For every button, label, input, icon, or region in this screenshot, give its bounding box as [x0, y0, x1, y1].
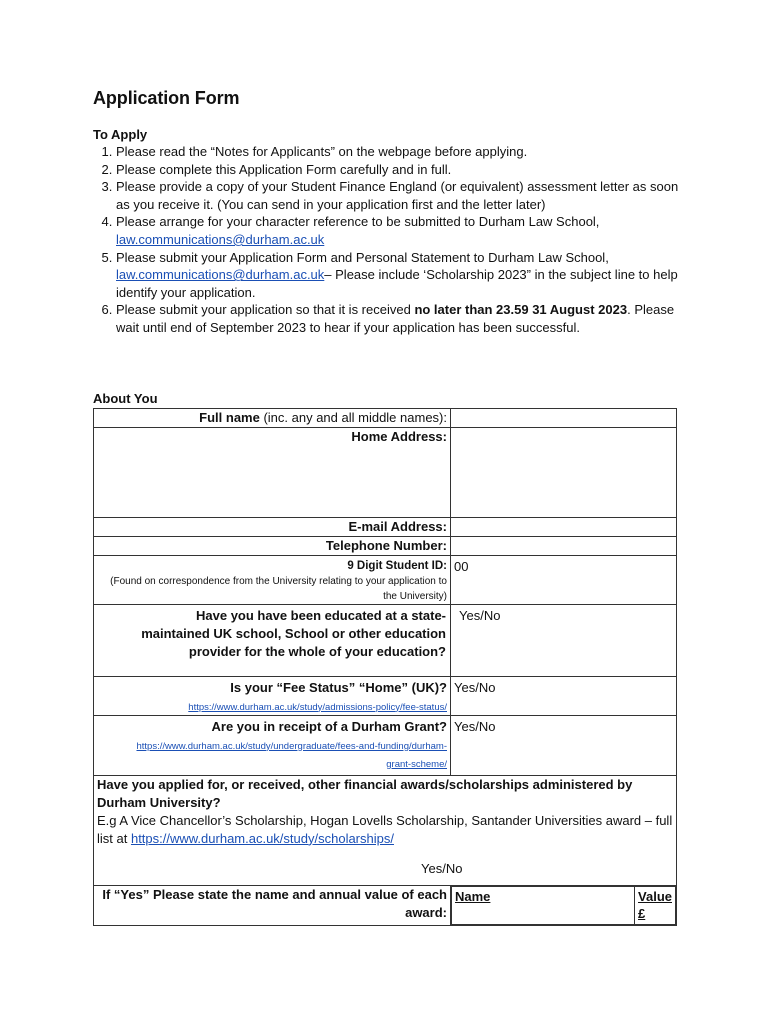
list-item: 1. Please read the “Notes for Applicants” on the webpage before applying. — [116, 143, 683, 161]
fee-status-link[interactable]: https://www.durham.ac.uk/study/admissions-policy/fee-status/ — [188, 701, 447, 713]
durham-grant-field[interactable]: Yes/No — [451, 715, 677, 775]
list-item: 2. Please complete this Application Form carefully and in full. — [116, 161, 683, 179]
student-id-field[interactable]: 00 — [451, 555, 677, 604]
list-item: 6. Please submit your application so that it is received no later than 23.59 31 August 2023. Please wait until end of September 2023 to hear if your application has been successful. — [116, 301, 683, 336]
telephone-label: Telephone Number: — [94, 537, 451, 556]
other-awards-field[interactable]: Yes/No — [421, 860, 463, 876]
fee-status-field[interactable]: Yes/No — [451, 676, 677, 715]
home-address-label: Home Address: — [94, 428, 451, 518]
durham-grant-label: Are you in receipt of a Durham Grant? https://www.durham.ac.uk/study/undergraduate/fees-and-funding/durham-grant-scheme/ — [94, 715, 451, 775]
deadline-text: no later than 23.59 31 August 2023 — [414, 302, 628, 318]
award-details-field — [451, 885, 677, 925]
durham-grant-link[interactable]: https://www.durham.ac.uk/study/undergraduate/fees-and-funding/durham-grant-scheme/ — [136, 740, 447, 770]
other-awards-cell: Have you applied for, or received, other financial awards/scholarships administered by Durham University? E.g A Vice Chancellor’s Scholarship, Hogan Lovells Scholarship, Santander Universities award – full list at https://www.durham.ac.uk/study/scholarships/ Yes/No — [94, 775, 677, 885]
list-item: 5. Please submit your Application Form and Personal Statement to Durham Law School, law.communications@durham.ac.uk– Please include ‘Scholarship 2023” in the subject line to help identify your application. — [116, 249, 683, 302]
scholarships-link[interactable]: https://www.durham.ac.uk/study/scholarships/ — [130, 830, 394, 846]
award-value-column[interactable]: Value £ — [635, 886, 676, 924]
email-link[interactable]: law.communications@durham.ac.uk — [116, 231, 325, 247]
home-address-field[interactable] — [451, 428, 677, 518]
student-id-label: 9 Digit Student ID: (Found on correspondence from the University relating to your application to the University) — [94, 555, 451, 604]
email-link[interactable]: law.communications@durham.ac.uk — [116, 267, 325, 283]
award-name-column[interactable]: Name — [452, 886, 635, 924]
student-id-note: (Found on correspondence from the University relating to your application to the University) — [110, 575, 447, 602]
page-title: Application Form — [93, 88, 240, 108]
instructions-list — [93, 143, 683, 337]
page — [93, 88, 683, 337]
award-details-label: If “Yes” Please state the name and annual value of each award: — [94, 885, 451, 925]
email-field[interactable] — [451, 518, 677, 537]
telephone-field[interactable] — [451, 537, 677, 556]
full-name-label: Full name (inc. any and all middle names): — [94, 409, 451, 428]
about-you-table — [93, 408, 677, 926]
about-you-heading: About You — [93, 391, 158, 406]
state-school-field[interactable]: Yes/No — [451, 604, 677, 676]
list-item: 3. Please provide a copy of your Student Finance England (or equivalent) assessment letter as soon as you receive it. (You can send in your application first and the letter later) — [116, 178, 683, 213]
to-apply-heading: To Apply — [93, 127, 148, 142]
full-name-field[interactable] — [451, 409, 677, 428]
fee-status-label: Is your “Fee Status” “Home” (UK)? https://www.durham.ac.uk/study/admissions-policy/fee-status/ — [94, 676, 451, 715]
list-item: 4. Please arrange for your character reference to be submitted to Durham Law School, law.communications@durham.ac.uk — [116, 213, 683, 248]
email-label: E-mail Address: — [94, 518, 451, 537]
other-awards-question: Have you applied for, or received, other financial awards/scholarships administered by Durham University? — [97, 776, 633, 810]
state-school-label: Have you have been educated at a state-maintained UK school, School or other education provider for the whole of your education? — [94, 604, 451, 676]
